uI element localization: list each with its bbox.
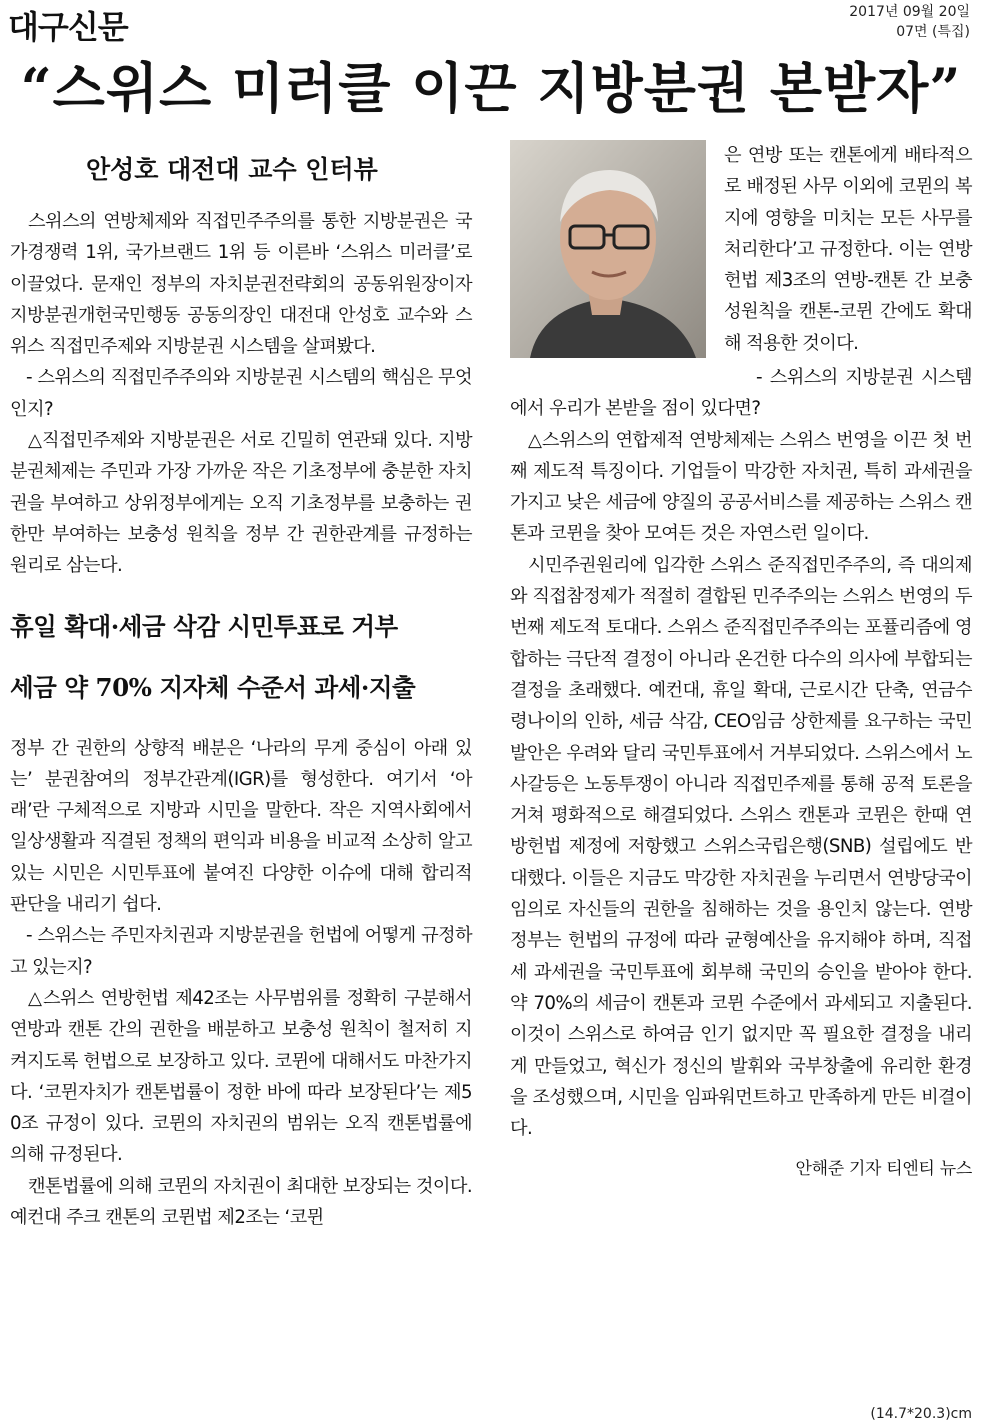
page-info: 07면 (특집) <box>896 24 970 40</box>
body-paragraph: 정부 간 권한의 상향적 배분은 ‘나라의 무게 중심이 아래 있는’ 분권참여의 정부간관계(IGR)를 형성한다. 여기서 ‘아래’란 구체적으로 지방과 시민을 말한다. 작은 지역사회에서 일상생활과 직결된 정책의 편익과 비용을 비교적 소상히 알고 있는 시민은 시민투표에 붙여진 다양한 이슈에 대해 합리적 판단을 내리기 쉽다. <box>10 737 472 916</box>
question-3: - 스위스의 지방분권 시스템에서 우리가 본받을 점이 있다면? <box>510 367 972 420</box>
headline: “스위스 미러클 이끈 지방분권 본받자” <box>20 56 962 120</box>
subhead-2: 세금 약 70% 지자체 수준서 과세·지출 <box>10 672 416 702</box>
publish-date: 2017년 09월 20일 <box>849 4 970 20</box>
answer-2: △스위스 연방헌법 제42조는 사무범위를 정확히 구분해서 연방과 캔톤 간의 권한을 배분하고 보충성 원칙이 철저히 지켜지도록 헌법으로 보장하고 있다. 코뮌에 대해서도 마찬가지다. ‘코뮌자치가 캔톤법률이 정한 바에 따라 보장된다’는 제50조 규정이 있다. 코뮌의 자치권의 범위는 오직 캔톤법률에 의해 규정된다. <box>10 987 472 1166</box>
masthead: 대구신문 <box>8 8 128 46</box>
left-column <box>10 140 472 1233</box>
dateline <box>849 2 970 42</box>
interviewee-photo <box>510 140 706 358</box>
answer-3-continued: 시민주권원리에 입각한 스위스 준직접민주주의, 즉 대의제와 직접참정제가 적절히 결합된 민주주의는 스위스 번영의 두 번째 제도적 토대다. 스위스 준직접민주주의는 포퓰리즘에 영합하는 극단적 결정이 아니라 온건한 다수의 의사에 부합되는 결정을 초래했다. 예컨대, 휴일 확대, 근로시간 단축, 연금수령나이의 인하, 세금 삭감, CEO임금 상한제를 요구하는 국민발안은 우려와 달리 국민투표에서 거부되었다. 스위스에서 노사갈등은 노동투쟁이 아니라 직접민주제를 통해 공적 토론을 거쳐 평화적으로 해결되었다. 스위스 캔톤과 코뮌은 한때 연방헌법 제정에 저항했고 스위스국립은행(SNB) 설립에도 반대했다. 이들은 지금도 막강한 자치권을 누리면서 연방당국이 임의로 자신들의 권한을 침해하는 것을 용인치 않는다. 연방정부는 헌법의 규정에 따라 균형예산을 유지해야 하며, 직접세 과세권을 국민투표에 회부해 국민의 승인을 받아야 한다. 약 70%의 세금이 캔톤과 코뮌 수준에서 과세되고 지출된다. 이것이 스위스로 하여금 인기 없지만 꼭 필요한 결정을 내리게 만들었고, 혁신가 정신의 발휘와 국부창출에 유리한 환경을 조성했으며, 시민을 임파워먼트하고 만족하게 만든 비결이다. <box>510 554 972 1140</box>
portrait-image <box>510 140 706 358</box>
question-1: - 스위스의 직접민주주의와 지방분권 시스템의 핵심은 무엇인지? <box>10 367 472 420</box>
answer-1: △직접민주제와 지방분권은 서로 긴밀히 연관돼 있다. 지방분권체제는 주민과 가장 가까운 작은 기초정부에 충분한 자치권을 부여하고 상위정부에게는 오직 기초정부를 보충하는 권한만 부여하는 보충성 원칙을 정부 간 권한관계를 규정하는 원리로 삼는다. <box>10 430 472 577</box>
right-column <box>510 140 972 1179</box>
subtitle: 안성호 대전대 교수 인터뷰 <box>86 155 378 184</box>
size-note: (14.7*20.3)cm <box>870 1406 972 1422</box>
subhead-1: 휴일 확대·세금 삭감 시민투표로 거부 <box>10 611 398 641</box>
answer-3: △스위스의 연합제적 연방체제는 스위스 번영을 이끈 첫 번째 제도적 특징이다. 기업들이 막강한 자치권, 특히 과세권을 가지고 낮은 세금에 양질의 공공서비스를 제공하는 스위스 캔톤과 코뮌을 찾아 모여든 것은 자연스런 일이다. <box>510 429 972 545</box>
question-2: - 스위스는 주민자치권과 지방분권을 헌법에 어떻게 규정하고 있는지? <box>10 925 472 978</box>
byline: 안해준 기자 티엔티 뉴스 <box>795 1159 972 1180</box>
intro-paragraph: 스위스의 연방체제와 직접민주주의를 통한 지방분권은 국가경쟁력 1위, 국가브랜드 1위 등 이른바 ‘스위스 미러클’로 이끌었다. 문재인 정부의 자치분권전략회의 공동위원장이자 지방분권개헌국민행동 공동의장인 대전대 안성호 교수와 스위스 직접민주제와 지방분권 시스템을 살펴봤다. <box>10 211 472 358</box>
answer-2-continued: 캔톤법률에 의해 코뮌의 자치권이 최대한 보장되는 것이다. 예컨대 주크 캔톤의 코뮌법 제2조는 ‘코뮌 <box>10 1175 472 1229</box>
continued-answer: 은 연방 또는 캔톤에게 배타적으로 배정된 사무 이외에 코뮌의 복지에 영향을 미치는 모든 사무를 처리한다’고 규정한다. 이는 연방헌법 제3조의 연방-캔톤 간 보충성원칙을 캔톤-코뮌 간에도 확대해 적용한 것이다. <box>724 145 972 354</box>
